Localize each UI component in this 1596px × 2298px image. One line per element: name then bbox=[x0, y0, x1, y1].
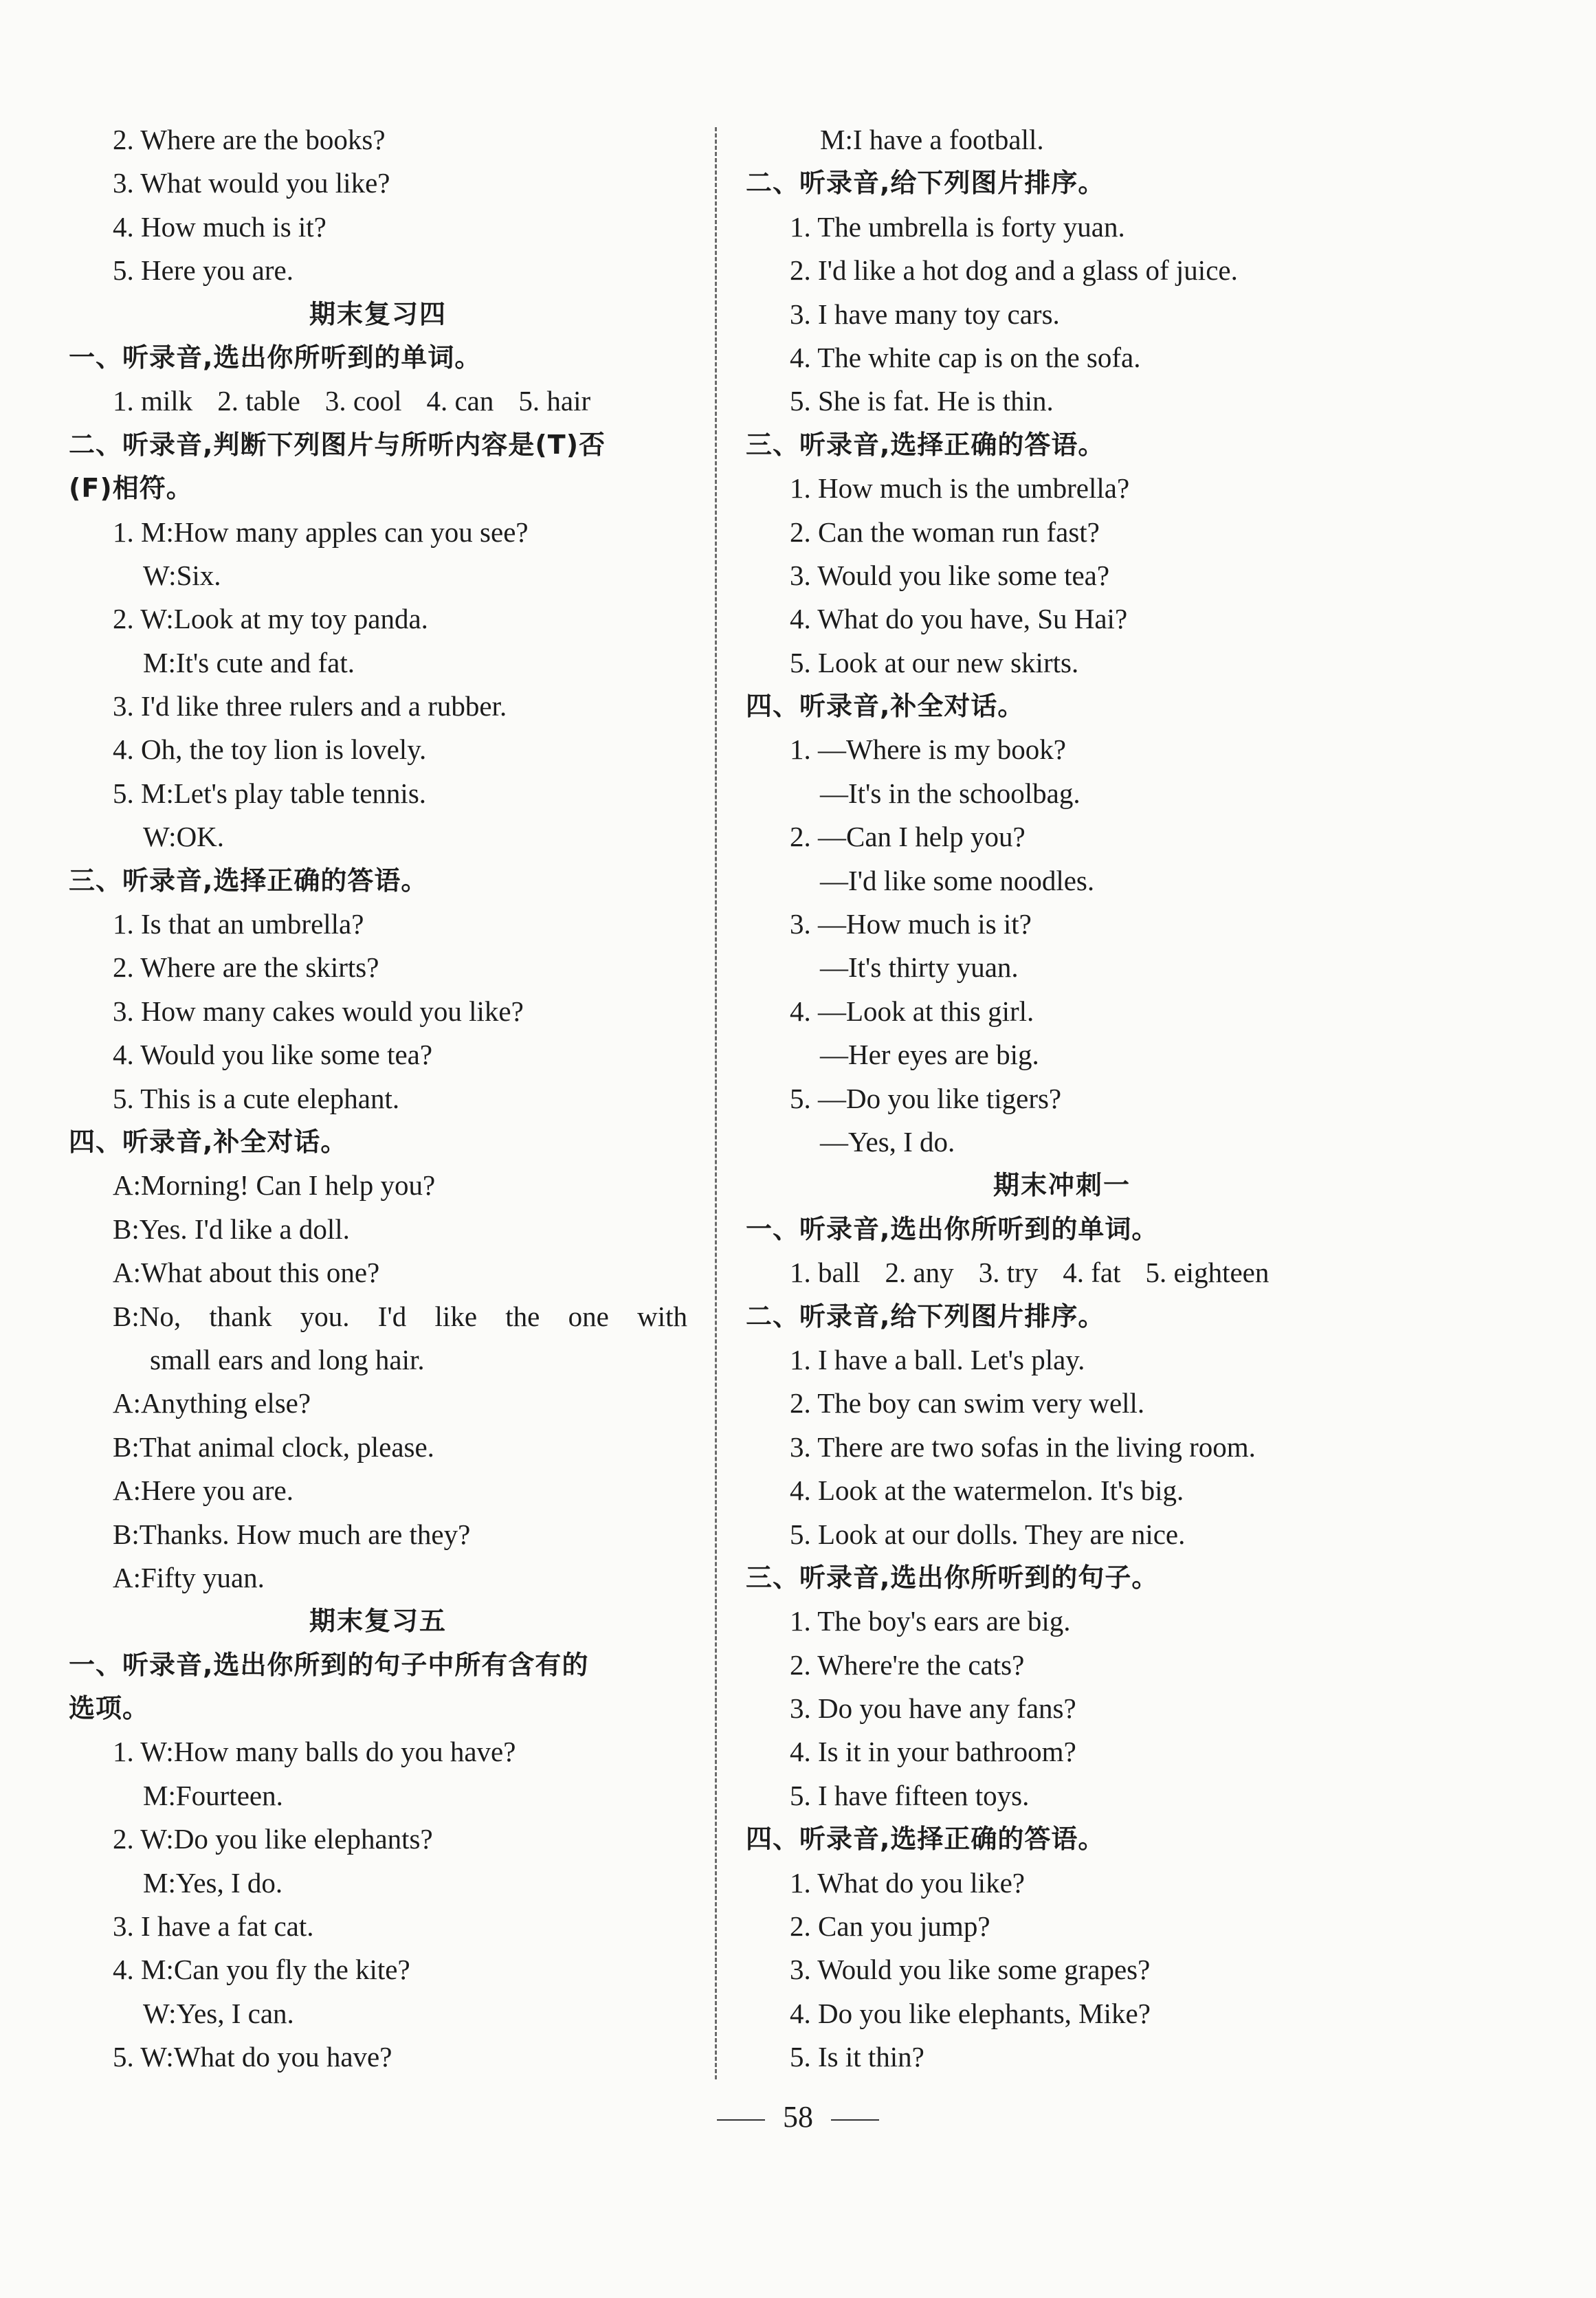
transcript-line: 1. —Where is my book? bbox=[790, 733, 1066, 766]
transcript-line: —I'd like some noodles. bbox=[820, 864, 1095, 896]
transcript-line: —It's thirty yuan. bbox=[820, 951, 1019, 984]
transcript-line: 1. W:How many balls do you have? bbox=[113, 1736, 516, 1768]
transcript-line: 3. Would you like some tea? bbox=[790, 559, 1110, 591]
word-option: 2. table bbox=[217, 385, 300, 417]
transcript-line: 5. M:Let's play table tennis. bbox=[113, 777, 427, 809]
transcript-line: 3. How many cakes would you like? bbox=[113, 995, 524, 1027]
question-heading: 三、听录音,选出你所听到的句子。 bbox=[746, 1562, 1159, 1593]
word-option: 1. ball bbox=[790, 1257, 861, 1289]
transcript-line: 1. What do you like? bbox=[790, 1866, 1025, 1899]
footer-dash-left bbox=[717, 2119, 765, 2121]
transcript-line: 4. What do you have, Su Hai? bbox=[790, 603, 1128, 635]
column-divider bbox=[715, 127, 717, 2079]
transcript-line: 2. W:Do you like elephants? bbox=[113, 1823, 433, 1855]
word-option: 4. can bbox=[426, 385, 494, 417]
word-option: 2. any bbox=[885, 1257, 954, 1289]
transcript-line: 5. —Do you like tigers? bbox=[790, 1082, 1062, 1114]
question-heading: 二、听录音,给下列图片排序。 bbox=[746, 168, 1105, 199]
transcript-line: 4. Would you like some tea? bbox=[113, 1039, 433, 1071]
question-heading: 选项。 bbox=[69, 1693, 150, 1724]
question-heading: 一、听录音,选出你所听到的单词。 bbox=[69, 342, 482, 373]
transcript-line: 5. Is it thin? bbox=[790, 2041, 924, 2073]
question-heading: 一、听录音,选出你所到的句子中所有含有的 bbox=[69, 1649, 589, 1680]
transcript-line: 4. Look at the watermelon. It's big. bbox=[790, 1474, 1184, 1507]
transcript-line: A:Fifty yuan. bbox=[113, 1561, 265, 1593]
transcript-line: B:No, thank you. I'd like the one with bbox=[113, 1300, 687, 1332]
transcript-line: 2. Can you jump? bbox=[790, 1910, 990, 1943]
transcript-line: 3. Do you have any fans? bbox=[790, 1692, 1076, 1725]
transcript-line: 3. —How much is it? bbox=[790, 908, 1032, 940]
transcript-line: B:Thanks. How much are they? bbox=[113, 1518, 471, 1550]
word-option: 3. try bbox=[978, 1257, 1039, 1289]
transcript-line: A:Morning! Can I help you? bbox=[113, 1169, 436, 1202]
question-heading: 二、听录音,判断下列图片与所听内容是(T)否 bbox=[69, 429, 606, 460]
transcript-line: 5. W:What do you have? bbox=[113, 2041, 392, 2073]
transcript-line: 2. The boy can swim very well. bbox=[790, 1387, 1145, 1419]
transcript-line: 3. There are two sofas in the living room. bbox=[790, 1430, 1256, 1463]
transcript-line: M:Fourteen. bbox=[143, 1779, 283, 1811]
transcript-line: 3. I have a fat cat. bbox=[113, 1910, 314, 1943]
page-footer bbox=[0, 2097, 1596, 2138]
word-list bbox=[746, 1251, 1378, 1294]
transcript-line: 5. She is fat. He is thin. bbox=[790, 385, 1054, 417]
transcript-line: —Her eyes are big. bbox=[820, 1039, 1039, 1071]
transcript-line: 1. The boy's ears are big. bbox=[790, 1605, 1071, 1637]
transcript-line: W:Six. bbox=[143, 559, 221, 591]
word-option: 3. cool bbox=[324, 385, 402, 417]
question-heading: 三、听录音,选择正确的答语。 bbox=[69, 865, 428, 896]
transcript-line: 1. I have a ball. Let's play. bbox=[790, 1343, 1085, 1376]
transcript-line: A:What about this one? bbox=[113, 1257, 380, 1289]
transcript-line: M:It's cute and fat. bbox=[143, 646, 355, 678]
transcript-line: A:Anything else? bbox=[113, 1387, 311, 1419]
question-heading: 四、听录音,补全对话。 bbox=[69, 1126, 348, 1157]
transcript-line: 4. The white cap is on the sofa. bbox=[790, 341, 1141, 373]
word-option: 1. milk bbox=[113, 385, 193, 417]
transcript-line: 1. Is that an umbrella? bbox=[113, 908, 364, 940]
transcript-line: B:Yes. I'd like a doll. bbox=[113, 1213, 350, 1245]
transcript-line: 4. M:Can you fly the kite? bbox=[113, 1954, 410, 1986]
transcript-line: 5. Here you are. bbox=[113, 254, 293, 287]
transcript-line: —It's in the schoolbag. bbox=[820, 777, 1080, 809]
transcript-line: W:OK. bbox=[143, 821, 225, 853]
transcript-line: M:Yes, I do. bbox=[143, 1866, 283, 1899]
transcript-line: A:Here you are. bbox=[113, 1474, 293, 1507]
transcript-line: small ears and long hair. bbox=[150, 1343, 425, 1376]
section-title: 期末冲刺一 bbox=[993, 1170, 1131, 1201]
transcript-line: 3. I'd like three rulers and a rubber. bbox=[113, 690, 507, 722]
word-option: 5. hair bbox=[518, 385, 591, 417]
question-heading: (F)相符。 bbox=[69, 473, 193, 504]
left-column bbox=[69, 118, 687, 2079]
page-number: 58 bbox=[783, 2100, 813, 2134]
word-option: 4. fat bbox=[1063, 1257, 1121, 1289]
transcript-line: 5. Look at our new skirts. bbox=[790, 646, 1079, 678]
transcript-line: W:Yes, I can. bbox=[143, 1997, 294, 2029]
transcript-line: M:I have a football. bbox=[820, 124, 1044, 155]
word-option: 5. eighteen bbox=[1145, 1257, 1270, 1289]
transcript-line: 3. Would you like some grapes? bbox=[790, 1954, 1151, 1986]
transcript-line: 4. Is it in your bathroom? bbox=[790, 1736, 1076, 1768]
transcript-line: —Yes, I do. bbox=[820, 1125, 955, 1158]
transcript-line: 1. M:How many apples can you see? bbox=[113, 516, 529, 548]
transcript-line: 2. —Can I help you? bbox=[790, 821, 1026, 853]
question-heading: 四、听录音,选择正确的答语。 bbox=[746, 1824, 1105, 1855]
transcript-line: 4. Do you like elephants, Mike? bbox=[790, 1997, 1151, 2029]
word-list bbox=[69, 379, 687, 423]
transcript-line: 5. This is a cute elephant. bbox=[113, 1082, 400, 1114]
transcript-line: 4. Oh, the toy lion is lovely. bbox=[113, 733, 427, 766]
transcript-line: 3. I have many toy cars. bbox=[790, 298, 1060, 330]
transcript-line: 1. How much is the umbrella? bbox=[790, 472, 1130, 505]
transcript-line: 2. Where are the books? bbox=[113, 124, 386, 155]
question-heading: 二、听录音,给下列图片排序。 bbox=[746, 1301, 1105, 1332]
footer-dash-right bbox=[831, 2119, 879, 2121]
transcript-line: B:That animal clock, please. bbox=[113, 1430, 434, 1463]
transcript-line: 2. W:Look at my toy panda. bbox=[113, 603, 428, 635]
transcript-line: 2. Where're the cats? bbox=[790, 1648, 1025, 1681]
transcript-line: 2. I'd like a hot dog and a glass of juice. bbox=[790, 254, 1238, 287]
transcript-line: 5. I have fifteen toys. bbox=[790, 1779, 1030, 1811]
transcript-line: 2. Can the woman run fast? bbox=[790, 516, 1100, 548]
transcript-line: 3. What would you like? bbox=[113, 167, 390, 199]
question-heading: 三、听录音,选择正确的答语。 bbox=[746, 429, 1105, 460]
transcript-line: 2. Where are the skirts? bbox=[113, 951, 379, 984]
transcript-line: 4. How much is it? bbox=[113, 210, 326, 243]
right-column bbox=[746, 118, 1378, 2079]
transcript-line: 5. Look at our dolls. They are nice. bbox=[790, 1518, 1186, 1550]
transcript-line: 4. —Look at this girl. bbox=[790, 995, 1034, 1027]
question-heading: 四、听录音,补全对话。 bbox=[746, 691, 1025, 722]
section-title: 期末复习四 bbox=[309, 298, 447, 329]
question-heading: 一、听录音,选出你所听到的单词。 bbox=[746, 1213, 1159, 1244]
section-title: 期末复习五 bbox=[309, 1606, 447, 1637]
transcript-line: 1. The umbrella is forty yuan. bbox=[790, 210, 1125, 243]
